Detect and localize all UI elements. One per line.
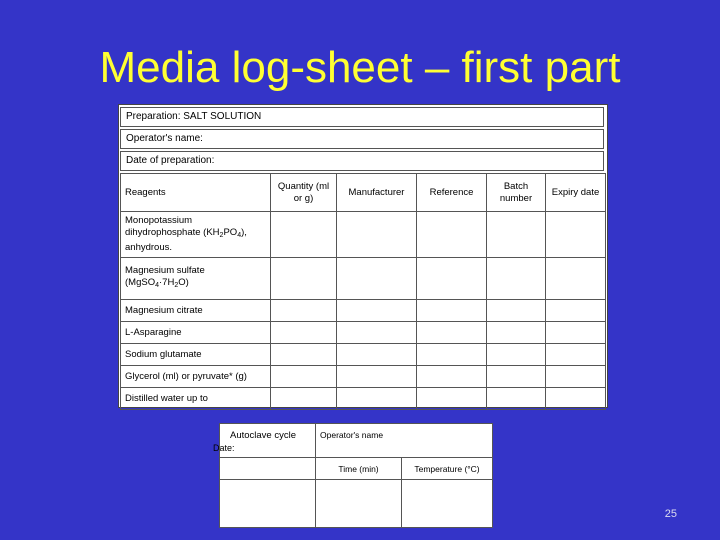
autoclave-table bbox=[213, 423, 493, 528]
autoclave-operator-label: Operator's name bbox=[316, 424, 493, 458]
autoclave-subheader-row bbox=[220, 458, 493, 480]
reagent-row bbox=[121, 258, 606, 300]
autoclave-time-label: Time (min) bbox=[316, 458, 402, 480]
reagent-name: Monopotassium dihydrophosphate $(KH_2PO_4)$, anhydrous. bbox=[121, 212, 271, 258]
media-log-sheet bbox=[118, 104, 608, 408]
autoclave-date-label: Date: bbox=[213, 443, 235, 453]
reagent-row bbox=[121, 344, 606, 366]
page-number: 25 bbox=[664, 508, 677, 520]
autoclave-entry-row bbox=[220, 480, 493, 528]
autoclave-cycle-label: Autoclave cycle bbox=[230, 430, 297, 441]
operator-row: Operator's name: bbox=[120, 129, 604, 149]
autoclave-header-row bbox=[220, 424, 493, 458]
header-reference: Reference bbox=[417, 174, 487, 212]
header-manufacturer: Manufacturer bbox=[337, 174, 417, 212]
reagent-name: Distilled water up to bbox=[121, 388, 271, 410]
reagent-row bbox=[121, 212, 606, 258]
date-row: Date of preparation: bbox=[120, 151, 604, 171]
reagent-name: Magnesium citrate bbox=[121, 300, 271, 322]
reagents-header-row bbox=[121, 174, 606, 212]
autoclave-cycle-cell bbox=[213, 424, 316, 458]
header-reagents: Reagents bbox=[121, 174, 271, 212]
header-quantity: Quantity (ml or g) bbox=[271, 174, 337, 212]
autoclave-temperature-label: Temperature (°C) bbox=[402, 458, 493, 480]
header-batch: Batch number bbox=[487, 174, 546, 212]
reagent-name: Glycerol (ml) or pyruvate* (g) bbox=[121, 366, 271, 388]
preparation-row: Preparation: SALT SOLUTION bbox=[120, 107, 604, 127]
reagents-table bbox=[120, 173, 606, 410]
slide-title: Media log-sheet – first part bbox=[99, 43, 621, 92]
reagent-name: Sodium glutamate bbox=[121, 344, 271, 366]
reagent-row bbox=[121, 366, 606, 388]
reagent-name: L-Asparagine bbox=[121, 322, 271, 344]
reagent-row bbox=[121, 300, 606, 322]
reagent-row bbox=[121, 388, 606, 410]
reagent-row bbox=[121, 322, 606, 344]
header-expiry: Expiry date bbox=[546, 174, 606, 212]
reagent-name: Magnesium sulfate $(MgSO_4\cdot 7H_2O)$ bbox=[121, 258, 271, 300]
